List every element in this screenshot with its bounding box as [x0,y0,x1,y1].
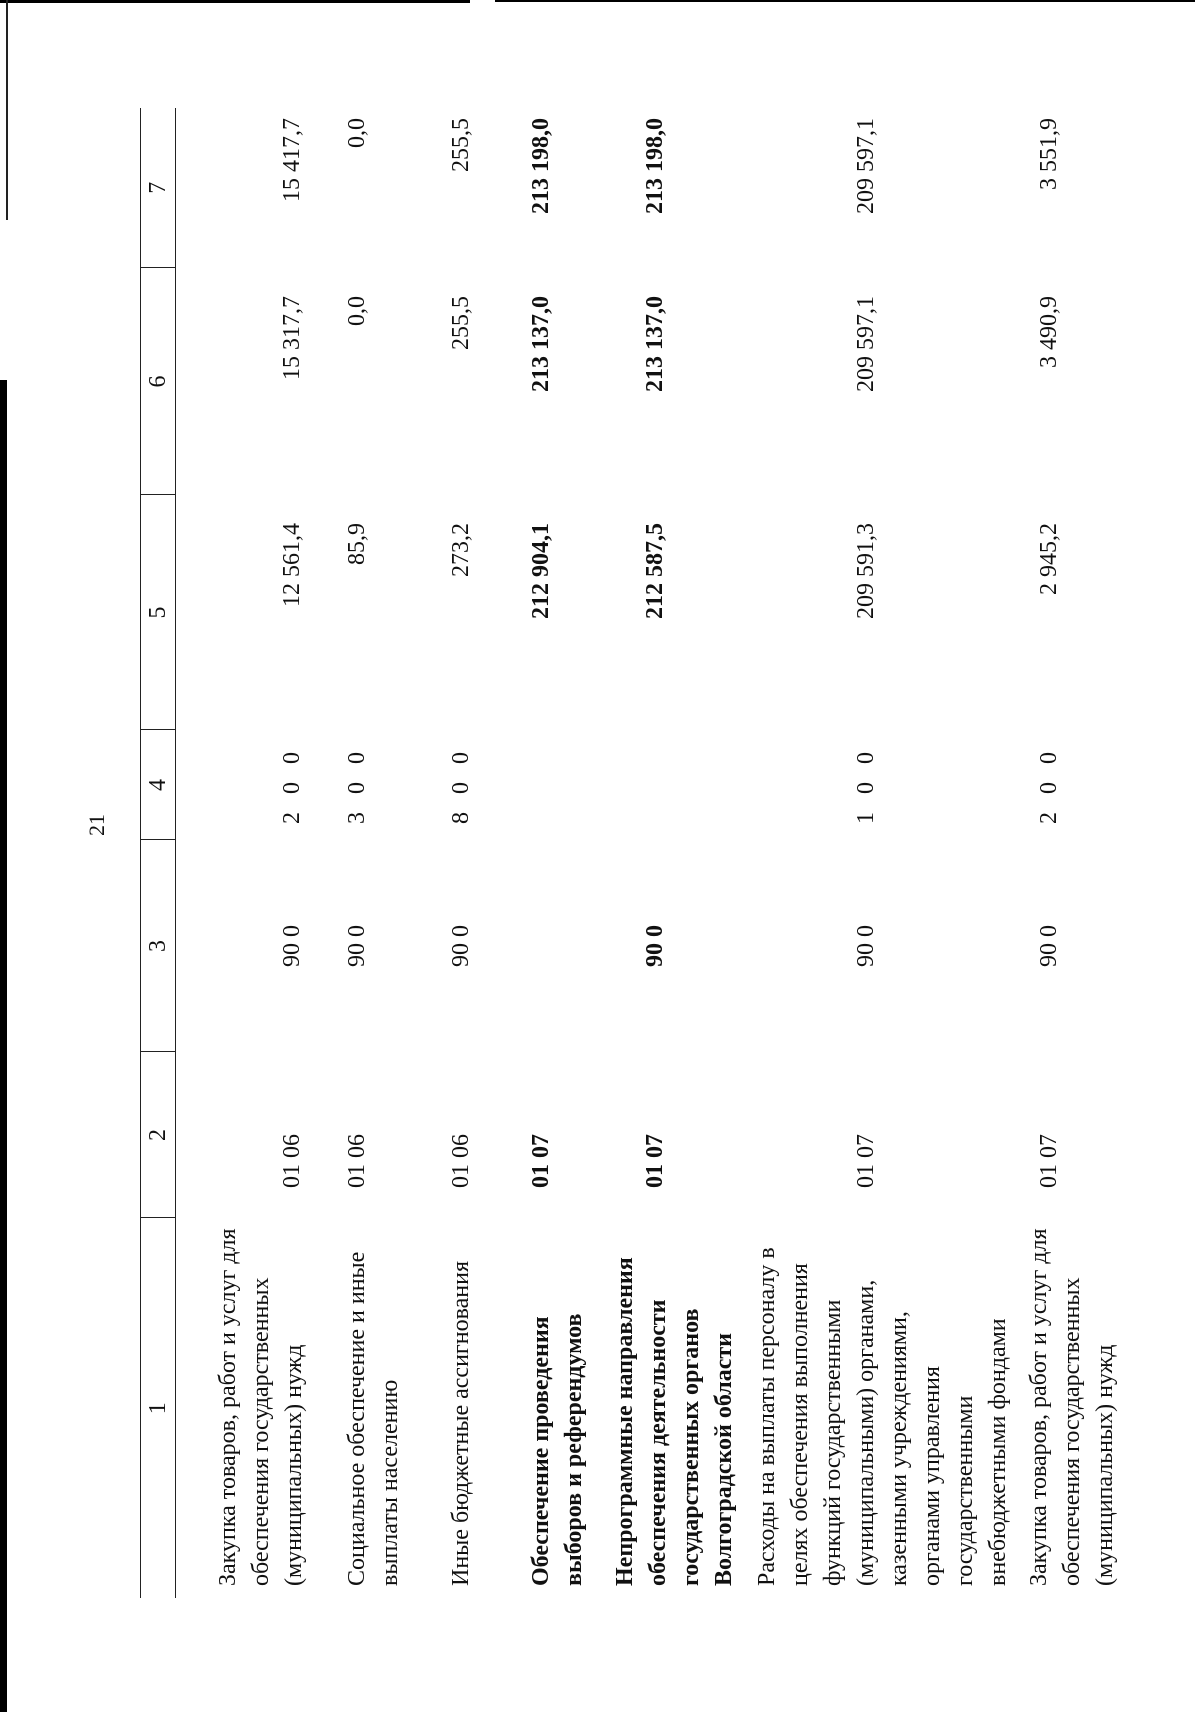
row-expense-type: 2 0 0 [1036,746,1062,824]
row-article: 90 0 [853,925,879,967]
table-row [745,108,1023,1598]
row-value-7: 213 198,0 [642,118,668,214]
row-section: 01 06 [448,1134,474,1188]
row-section: 01 07 [853,1134,879,1188]
header-col-2: 2 [141,1052,176,1218]
table-row [311,108,415,1598]
scan-border-left-upper [6,0,8,220]
row-value-5: 85,9 [344,523,370,565]
table-row [599,108,745,1598]
row-name: Социальное обеспечение и иные выплаты населению [344,1251,403,1586]
row-value-7: 3 551,9 [1036,118,1062,190]
row-value-5: 212 587,5 [642,523,668,619]
row-value-7: 213 198,0 [528,118,554,214]
row-expense-type [599,730,745,840]
row-expense-type: 3 0 0 [344,746,370,824]
row-section: 01 06 [344,1134,370,1188]
row-value-5: 2 945,2 [1036,523,1062,595]
row-article: 90 0 [279,925,305,967]
header-col-4: 4 [141,730,176,840]
page-number: 21 [84,814,109,836]
table-row [415,108,495,1598]
header-col-1: 1 [141,1218,176,1598]
scan-border-left [0,380,7,1712]
header-col-3: 3 [141,840,176,1052]
row-section: 01 07 [528,1134,554,1188]
row-expense-type: 1 0 0 [853,746,879,824]
scan-border-top [0,0,470,3]
row-name: Обеспечение проведения выборов и референдумов [528,1313,587,1586]
row-expense-type: 8 0 0 [448,746,474,824]
row-expense-type: 2 0 0 [279,746,305,824]
row-value-5: 12 561,4 [279,523,305,607]
row-name: Иные бюджетные ассигнования [448,1261,474,1586]
budget-table-sheet [140,108,1170,1598]
row-value-6: 15 317,7 [279,296,305,380]
row-value-7: 255,5 [448,118,474,172]
scan-border-top-right [495,0,1195,2]
table-row [495,108,599,1598]
header-col-7: 7 [141,108,176,268]
row-article: 90 0 [642,925,668,967]
header-col-5: 5 [141,495,176,730]
table-header-row [141,108,176,1598]
row-value-6: 209 597,1 [853,296,879,392]
budget-table [140,108,1133,1598]
row-value-5: 212 904,1 [528,523,554,619]
row-section: 01 06 [279,1134,305,1188]
row-value-6: 3 490,9 [1036,296,1062,368]
row-expense-type [495,730,599,840]
row-value-7: 15 417,7 [279,118,305,202]
row-value-6: 213 137,0 [642,296,668,392]
row-value-6: 0,0 [344,296,370,326]
row-name: Закупка товаров, работ и услуг для обеспечения государственных (муниципальных) нужд [1026,1228,1118,1586]
row-value-5: 209 591,3 [853,523,879,619]
row-article [495,840,599,1052]
row-section: 01 07 [1036,1134,1062,1188]
row-value-7: 209 597,1 [853,118,879,214]
row-article: 90 0 [448,925,474,967]
row-article: 90 0 [1036,925,1062,967]
row-value-6: 255,5 [448,296,474,350]
row-name: Расходы на выплаты персоналу в целях обеспечения выполнения функций государственными (муниципальными) органами, казенными учреждениями, органами управления государственными внебюджетными фондами [754,1247,1011,1586]
table-row [176,108,312,1598]
row-value-7: 0,0 [344,118,370,148]
table-row [1023,108,1133,1598]
header-col-6: 6 [141,268,176,495]
row-article: 90 0 [344,925,370,967]
row-name: Закупка товаров, работ и услуг для обеспечения государственных (муниципальных) нужд [215,1228,307,1586]
row-section: 01 07 [642,1134,668,1188]
row-value-5: 273,2 [448,523,474,577]
row-name: Непрограммные направления обеспечения деятельности государственных органов Волгоградской области [612,1257,737,1586]
row-value-6: 213 137,0 [528,296,554,392]
